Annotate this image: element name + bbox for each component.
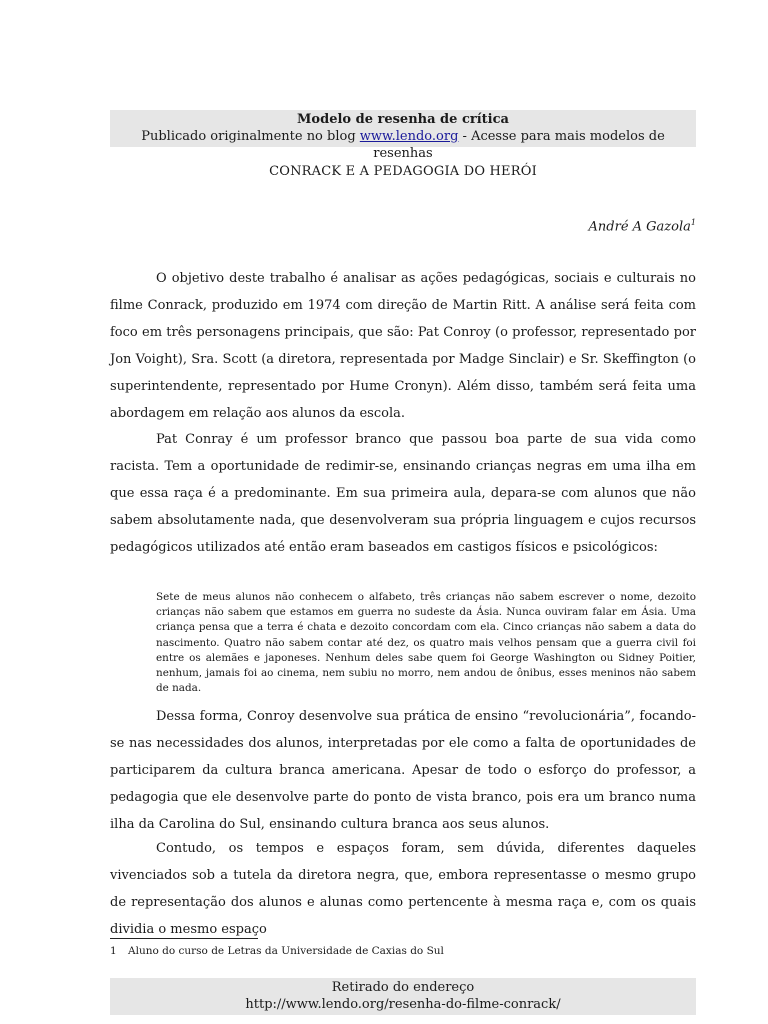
footnote-number: 1 (110, 945, 117, 957)
paragraph-pratica: Dessa forma, Conroy desenvolve sua prática de ensino “revolucionária”, focando-se nas necessidades dos alunos, interpretadas por ele como a falta de oportunidades de participarem da cultura branca americana. Apesar de todo o esforço do professor, a pedagogia que ele desenvolve parte do ponto de vista branco, pois era um branco numa ilha da Carolina do Sul, ensinando cultura branca aos seus alunos. (110, 709, 696, 832)
paragraph-contudo: Contudo, os tempos e espaços foram, sem dúvida, diferentes daqueles vivenciados sob a tutela da diretora negra, que, embora representasse o mesmo grupo de representação dos alunos e alunas como pertencente à mesma raça e, com os quais dividia o mesmo espaço (110, 841, 696, 937)
paragraph-intro: O objetivo deste trabalho é analisar as ações pedagógicas, sociais e culturais no filme Conrack, produzido em 1974 com direção de Martin Ritt. A análise será feita com foco em três personagens principais, que são: Pat Conroy (o professor, representado por Jon Voight), Sra. Scott (a diretora, representada por Madge Sinclair) e Sr. Skeffington (o superintendente, representado por Hume Cronyn). Além disso, também será feita uma abordagem em relação aos alunos da escola. (110, 271, 696, 421)
blog-link[interactable]: www.lendo.org (359, 129, 459, 144)
footnote (110, 944, 696, 958)
footnote-text: Aluno do curso de Letras da Universidade de Caxias do Sul (128, 945, 444, 957)
banner-title: Modelo de resenha de crítica (297, 112, 509, 127)
document-title: CONRACK E A PEDAGOGIA DO HERÓI (269, 164, 537, 179)
author-line (589, 218, 696, 234)
banner-prefix: Publicado originalmente no blog (141, 129, 360, 144)
banner-suffix: - Acesse para mais modelos de resenhas (373, 129, 665, 161)
author-name: André A Gazola (588, 219, 691, 235)
footer-line-1: Retirado do endereço (331, 980, 475, 995)
footnote-marker: 1 (690, 218, 696, 227)
banner-subtitle (110, 128, 696, 162)
footer-banner (110, 978, 696, 1015)
footer-url[interactable]: http://www.lendo.org/resenha-do-filme-conrack/ (245, 997, 561, 1012)
header-banner (110, 110, 696, 161)
block-quote: Sete de meus alunos não conhecem o alfabeto, três crianças não sabem escrever o nome, dezoito crianças não sabem que estamos em guerra no sudeste da Ásia. Nunca ouviram falar em Ásia. Uma criança pensa que a terra é chata e dezoito concordam com ela. Cinco crianças não sabem a data do nascimento. Quatro não sabem contar até dez, os quatro mais velhos pensam que a guerra civil foi entre os alemães e japoneses. Nenhum deles sabe quem foi George Washington ou Sidney Poitier, nenhum, jamais foi ao cinema, nem subiu no morro, nem andou de ônibus, esses meninos não sabem de nada. (156, 591, 696, 695)
paragraph-conray: Pat Conray é um professor branco que passou boa parte de sua vida como racista. Tem a oportunidade de redimir-se, ensinando crianças negras em uma ilha em que essa raça é a predominante. Em sua primeira aula, depara-se com alunos que não sabem absolutamente nada, que desenvolveram sua própria linguagem e cujos recursos pedagógicos utilizados até então eram baseados em castigos físicos e psicológicos: (110, 432, 696, 555)
footnote-separator (110, 938, 258, 939)
